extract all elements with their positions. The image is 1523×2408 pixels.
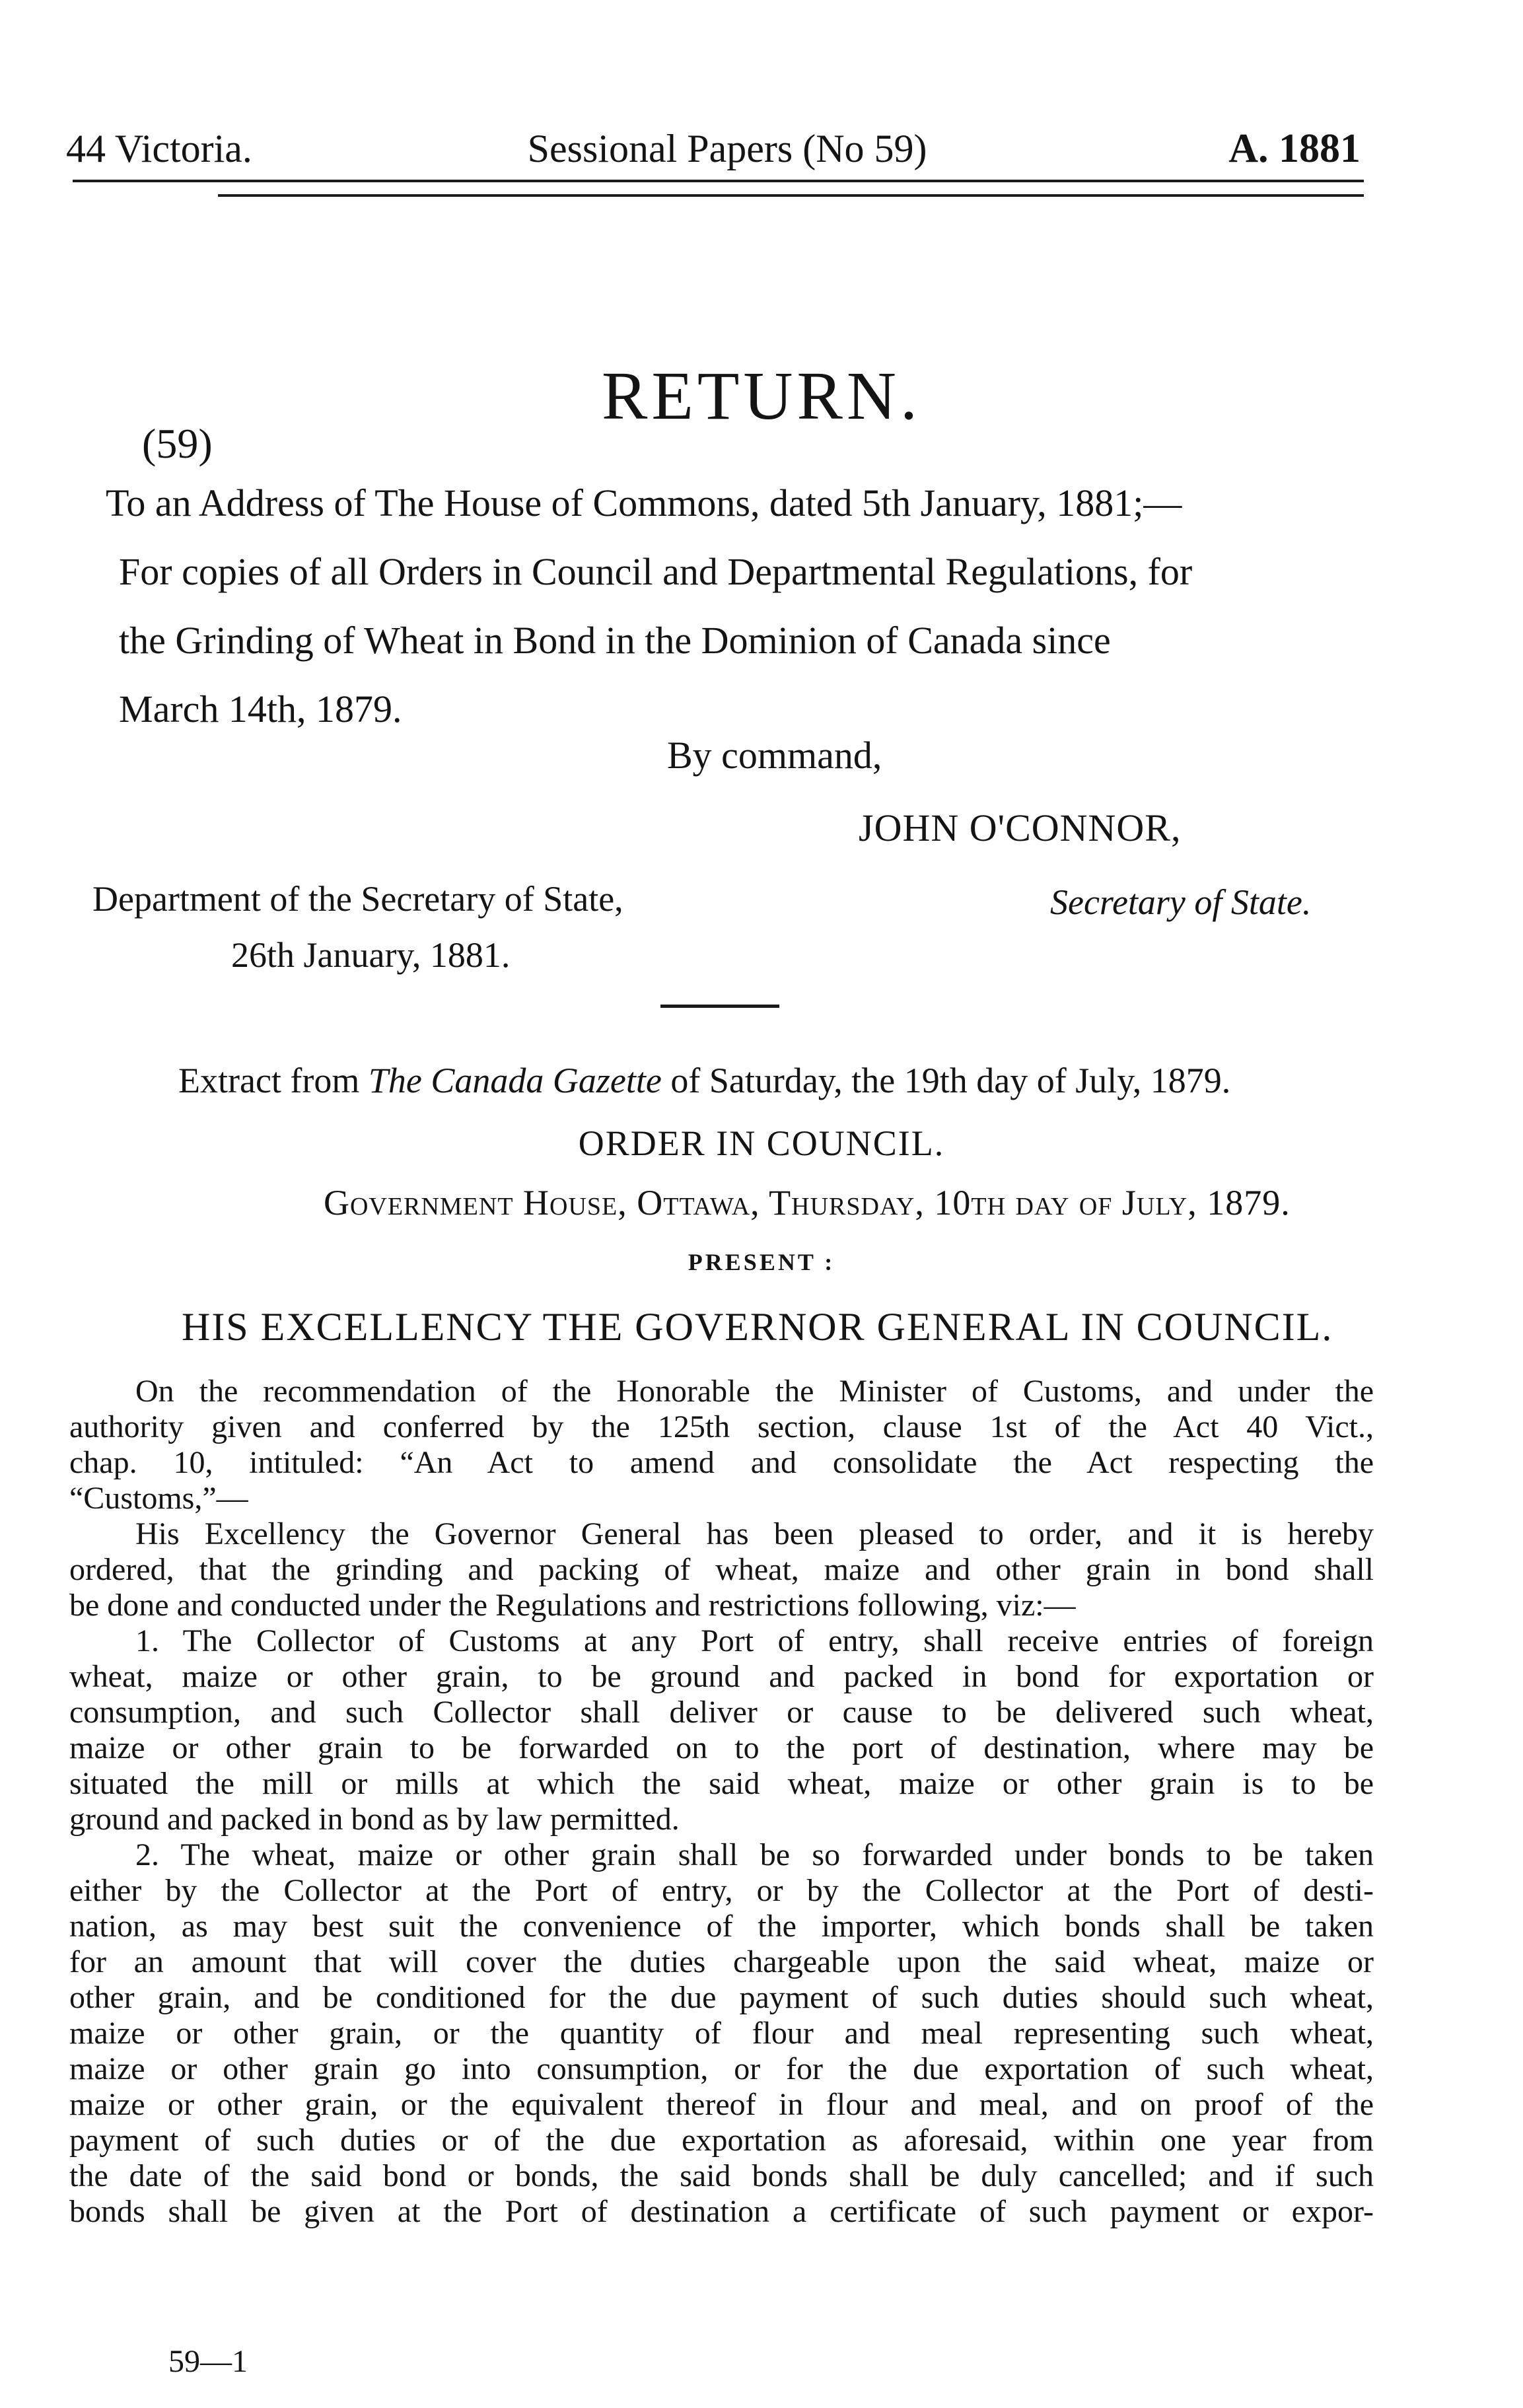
signer-title: Secretary of State.: [1050, 882, 1312, 922]
header-year: A. 1881: [1228, 125, 1361, 171]
header-rule-secondary: [218, 194, 1364, 197]
page-title: RETURN.: [602, 358, 921, 434]
department-date: 26th January, 1881.: [231, 935, 511, 975]
body-line: 1. The Collector of Customs at any Port of entry, shall receive entries of foreign: [135, 1623, 1374, 1658]
section-divider: [660, 1005, 779, 1008]
body-line: maize or other grain go into consumption, or for the due exportation of such wheat,: [69, 2051, 1374, 2086]
order-title: ORDER IN COUNCIL.: [578, 1123, 945, 1163]
body-line: consumption, and such Collector shall deliver or cause to be delivered such wheat,: [69, 1695, 1374, 1730]
body-line: 2. The wheat, maize or other grain shall be so forwarded under bonds to be taken: [135, 1837, 1374, 1872]
by-command: By command,: [667, 734, 882, 777]
body-line: be done and conducted under the Regulations and restrictions following, viz:—: [69, 1588, 1076, 1623]
body-line: situated the mill or mills at which the said wheat, maize or other grain is to be: [69, 1766, 1374, 1801]
body-line: maize or other grain, or the equivalent thereof in flour and meal, and on proof of the: [69, 2087, 1374, 2122]
address-line: For copies of all Orders in Council and Departmental Regulations, for: [119, 550, 1193, 593]
extract-prefix: Extract from: [178, 1061, 369, 1100]
body-line: maize or other grain, or the quantity of flour and meal representing such wheat,: [69, 2016, 1374, 2051]
body-line: maize or other grain to be forwarded on to the port of destination, where may be: [69, 1730, 1374, 1765]
body-line: His Excellency the Governor General has been pleased to order, and it is hereby: [135, 1516, 1374, 1551]
department-name: Department of the Secretary of State,: [92, 879, 623, 919]
body-line: bonds shall be given at the Port of destination a certificate of such payment or expor-: [69, 2194, 1374, 2229]
body-line: either by the Collector at the Port of entry, or by the Collector at the Port of desti-: [69, 1873, 1374, 1908]
paper-number: (59): [142, 420, 213, 467]
address-line: March 14th, 1879.: [119, 688, 402, 730]
header-series: Sessional Papers (No 59): [527, 126, 927, 170]
body-line: authority given and conferred by the 125th section, clause 1st of the Act 40 Vict.,: [69, 1409, 1374, 1444]
body-line: the date of the said bond or bonds, the said bonds shall be duly cancelled; and if such: [69, 2158, 1374, 2193]
body-line: for an amount that will cover the duties chargeable upon the said wheat, maize or: [69, 1944, 1374, 1979]
body-line: On the recommendation of the Honorable the Minister of Customs, and under the: [135, 1374, 1374, 1409]
body-line: “Customs,”—: [69, 1481, 248, 1516]
header-volume: 44 Victoria.: [66, 126, 252, 170]
present-label: PRESENT :: [688, 1249, 835, 1275]
signer-name: JOHN O'CONNOR,: [859, 806, 1182, 849]
address-line: the Grinding of Wheat in Bond in the Dominion of Canada since: [119, 619, 1111, 662]
body-line: other grain, and be conditioned for the due payment of such duties should such wheat,: [69, 1980, 1374, 2015]
excellency-heading: HIS EXCELLENCY THE GOVERNOR GENERAL IN COUNCIL.: [182, 1305, 1333, 1349]
address-paragraph: [106, 469, 1361, 744]
body-line: ground and packed in bond as by law permitted.: [69, 1802, 680, 1837]
order-body: [69, 1374, 1374, 2230]
body-line: chap. 10, intituled: “An Act to amend and consolidate the Act respecting the: [69, 1445, 1374, 1480]
running-header: [66, 119, 1361, 178]
extract-publication: The Canada Gazette: [368, 1061, 662, 1100]
body-line: ordered, that the grinding and packing of wheat, maize and other grain in bond shall: [69, 1552, 1374, 1587]
body-line: nation, as may best suit the convenience of the importer, which bonds shall be taken: [69, 1909, 1374, 1944]
government-house-dateline: Government House, Ottawa, Thursday, 10th day of July, 1879.: [324, 1183, 1291, 1222]
body-line: payment of such duties or of the due exportation as aforesaid, within one year from: [69, 2123, 1374, 2158]
body-line: wheat, maize or other grain, to be ground and packed in bond for exportation or: [69, 1659, 1374, 1694]
extract-line: [178, 1060, 1230, 1101]
printer-signature-mark: 59—1: [168, 2344, 248, 2379]
extract-suffix: of Saturday, the 19th day of July, 1879.: [661, 1061, 1231, 1100]
header-rule: [73, 180, 1364, 182]
address-line: To an Address of The House of Commons, dated 5th January, 1881;—: [106, 481, 1182, 524]
